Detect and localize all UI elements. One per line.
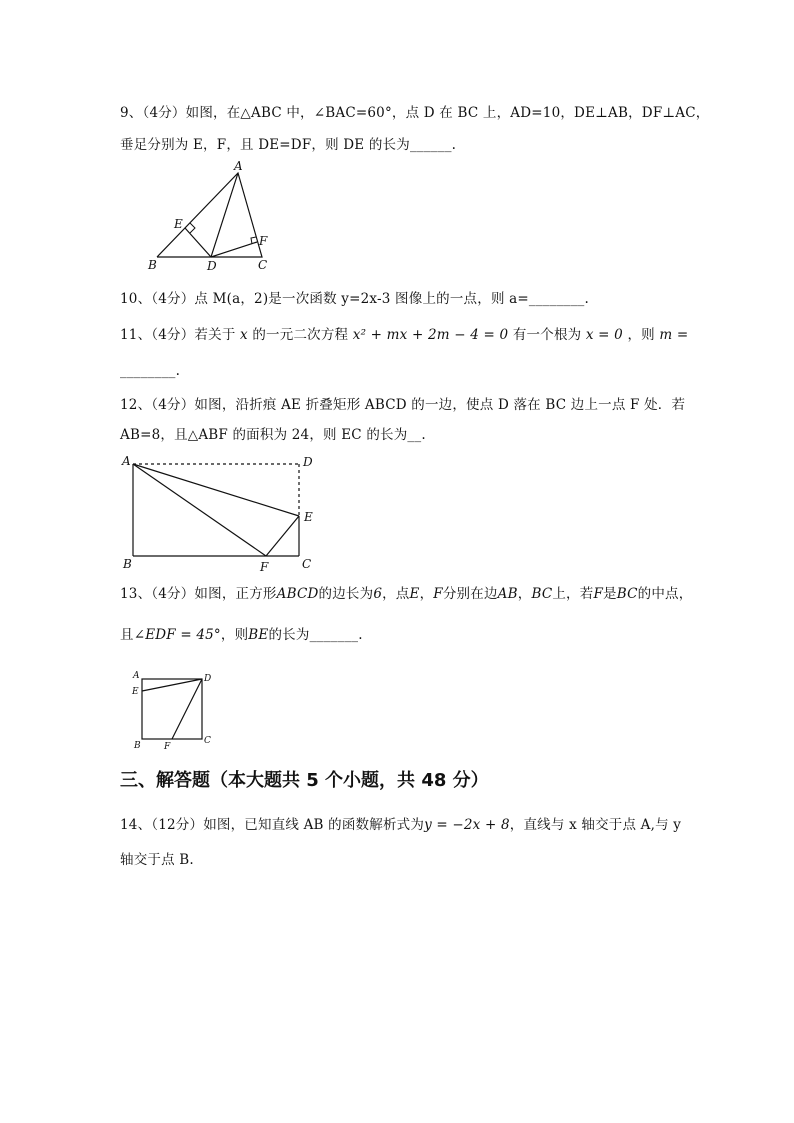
label-c: C bbox=[258, 258, 268, 272]
label-f: F bbox=[164, 742, 171, 752]
label-d: D bbox=[207, 259, 217, 273]
label-a: A bbox=[234, 159, 243, 173]
segment-df bbox=[211, 242, 257, 257]
q9-line1: 9、（4分）如图，在△ABC 中，∠BAC=60°，点 D 在 BC 上，AD=10，DE⊥AB，DF⊥AC， bbox=[120, 105, 710, 121]
segment-ed bbox=[142, 679, 202, 691]
q9-line2: 垂足分别为 E，F，且 DE=DF，则 DE 的长为______. bbox=[120, 137, 457, 153]
q13-abcd: ABCD bbox=[276, 586, 319, 602]
q11-root: x = 0 bbox=[585, 327, 623, 343]
q12-rectangle-figure bbox=[118, 452, 323, 574]
q9-triangle-figure bbox=[140, 160, 280, 275]
q11-equation: x² + mx + 2m − 4 = 0 bbox=[352, 327, 509, 343]
q11-var-x: x bbox=[240, 327, 248, 343]
q14-part2: ，直线与 x 轴交于点 A,与 y bbox=[509, 817, 682, 833]
q13-part4: ， bbox=[419, 586, 434, 602]
label-f: F bbox=[259, 234, 268, 248]
q13-l2-part1: 且 bbox=[120, 627, 134, 643]
q11-part1: 11、（4分）若关于 bbox=[120, 327, 236, 343]
q13-part8: 是 bbox=[603, 586, 617, 602]
q13-f: F bbox=[433, 586, 443, 602]
q11-part4: ，则 bbox=[627, 327, 655, 343]
q12-line2: AB=8，且△ABF 的面积为 24，则 EC 的长为__. bbox=[120, 427, 426, 443]
q13-part3: ，点 bbox=[382, 586, 410, 602]
segment-df bbox=[172, 679, 202, 739]
segment-fe bbox=[266, 516, 299, 556]
q13-be: BE bbox=[248, 627, 269, 643]
q14-part1: 14、（12分）如图，已知直线 AB 的函数解析式为 bbox=[120, 817, 425, 833]
label-b: B bbox=[148, 258, 157, 272]
label-b: B bbox=[123, 557, 132, 571]
q13-part2: 的边长为 bbox=[318, 586, 374, 602]
q13-l2-part3: 的长为_______. bbox=[268, 627, 363, 643]
label-c: C bbox=[302, 557, 312, 571]
section-3-heading: 三、解答题（本大题共 5 个小题，共 48 分） bbox=[120, 770, 489, 791]
label-a: A bbox=[122, 454, 131, 468]
q13-line2 bbox=[120, 626, 363, 644]
q13-f2: F bbox=[593, 586, 604, 602]
q11-line2: ________. bbox=[120, 363, 181, 379]
label-f: F bbox=[260, 560, 269, 574]
q13-part1: 13、（4分）如图，正方形 bbox=[120, 586, 277, 602]
q13-part7: 上，若 bbox=[552, 586, 594, 602]
segment-af bbox=[133, 464, 266, 556]
label-c: C bbox=[204, 736, 211, 746]
q14-formula: y = −2x + 8 bbox=[424, 817, 510, 833]
label-e: E bbox=[174, 217, 183, 231]
q14-line1 bbox=[120, 816, 681, 834]
q13-bc: BC bbox=[531, 586, 553, 602]
right-angle-e bbox=[190, 223, 195, 233]
triangle-abc bbox=[157, 173, 262, 257]
segment-de bbox=[185, 228, 211, 257]
q11-var-m: m = bbox=[659, 327, 689, 343]
q13-line1 bbox=[120, 585, 692, 603]
q13-angle: ∠EDF = 45° bbox=[133, 627, 221, 643]
q13-part6: ， bbox=[517, 586, 532, 602]
q14-line2: 轴交于点 B. bbox=[120, 852, 194, 868]
q11-line1 bbox=[120, 326, 688, 344]
q13-part5: 分别在边 bbox=[442, 586, 498, 602]
label-a: A bbox=[133, 671, 140, 681]
q13-bc2: BC bbox=[616, 586, 638, 602]
q12-line1: 12、（4分）如图，沿折痕 AE 折叠矩形 ABCD 的一边，使点 D 落在 BC 边上一点 F 处．若 bbox=[120, 397, 686, 413]
q13-part9: 的中点， bbox=[637, 586, 693, 602]
crease-ae bbox=[133, 464, 299, 516]
label-d: D bbox=[303, 455, 313, 469]
q13-e: E bbox=[409, 586, 420, 602]
label-e: E bbox=[132, 687, 139, 697]
q10-line1: 10、（4分）点 M(a，2)是一次函数 y=2x-3 图像上的一点，则 a=________. bbox=[120, 291, 589, 307]
q13-ab: AB bbox=[497, 586, 518, 602]
square-abcd bbox=[142, 679, 202, 739]
segment-ad bbox=[211, 173, 238, 257]
q11-part3: 有一个根为 bbox=[512, 327, 582, 343]
q13-l2-part2: ，则 bbox=[220, 627, 249, 643]
label-b: B bbox=[134, 741, 141, 751]
q13-square-figure bbox=[130, 667, 215, 752]
label-d: D bbox=[204, 674, 212, 684]
q11-part2: 的一元二次方程 bbox=[252, 327, 349, 343]
label-e: E bbox=[304, 510, 313, 524]
q13-six: 6 bbox=[373, 586, 383, 602]
